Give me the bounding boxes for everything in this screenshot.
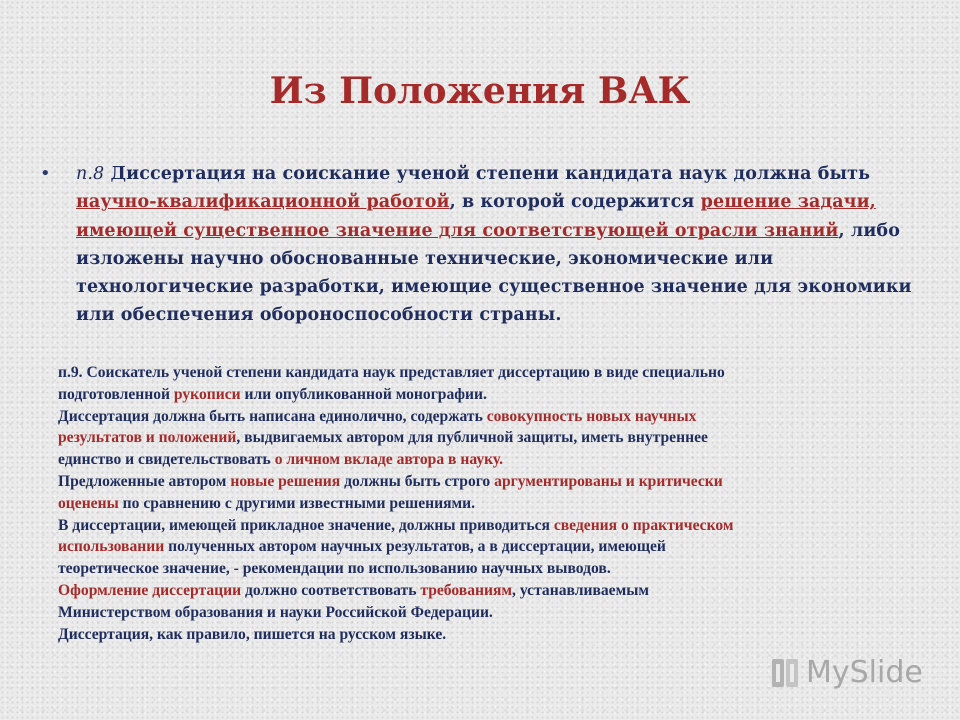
p9-text: должны быть строго [340,472,495,490]
p9-text: или опубликованной монографии. [240,385,487,403]
paragraph-8 [66,160,920,330]
p9-highlight: результатов и положений [58,429,237,447]
p9-text: , устанавливаемым [512,581,650,599]
paragraph-8-block [40,160,920,330]
slide-title: Из Положения ВАК [269,70,691,112]
p9-highlight: аргументированы и критически [494,472,723,490]
p9-highlight: требованиям [420,581,513,599]
p9-line [58,493,938,515]
p9-highlight: новые решения [230,472,341,490]
p9-text: Министерством образования и науки Российской Федерации. [58,603,493,621]
p9-highlight: использовании [58,538,165,556]
p9-highlight: оценены [58,494,119,512]
p9-line [58,362,938,384]
p9-text: Диссертация должна быть написана единолично, содержать [58,407,487,425]
p9-line [58,384,938,406]
p9-highlight: Оформление диссертации [58,581,242,599]
p9-line [58,427,938,449]
p9-text: подготовленной [58,385,174,403]
paragraph-9 [58,362,938,645]
p8-text-3: , либо изложены научно обоснованные технические, экономические или технологические разработки, имеющие существенное значение для экономики или обеспечения обороноспособности страны. [76,220,912,326]
p9-highlight: совокупность новых научных [486,407,697,425]
p9-text: Диссертация, как правило, пишется на русском языке. [58,625,447,643]
p9-line [58,471,938,493]
p9-line [58,536,938,558]
p9-line [58,515,938,537]
p9-text: В диссертации, имеющей прикладное значение, должны приводиться [58,516,554,534]
p9-line [58,558,938,580]
p9-text: по сравнению с другими известными решениями. [118,494,476,512]
p9-line [58,406,938,428]
p9-text: , выдвигаемых автором для публичной защиты, иметь внутреннее [236,429,708,447]
p8-highlight-2: решение задачи, имеющей существенное значение для соответствующей отрасли знаний [76,192,876,241]
p8-text-1: Диссертация на соискание ученой степени кандидата наук должна быть [104,164,871,184]
p9-highlight: рукописи [173,385,241,403]
myslide-watermark [770,655,923,690]
p9-highlight: о личном вкладе автора в науку. [274,451,504,469]
bullet-marker: • [40,163,51,184]
p9-text: п.9. Соискатель ученой степени кандидата наук представляет диссертацию в виде специально [58,364,725,381]
watermark-text: MySlide [806,655,923,690]
p9-text: полученных автором научных результатов, а в диссертации, имеющей [164,538,666,556]
p9-line [58,624,938,646]
myslide-logo-icon [770,656,800,690]
p9-text: Предложенные автором [58,472,231,490]
p8-text-2: , в которой содержится [449,192,701,213]
p9-line [58,449,938,471]
p9-highlight: сведения о практическом [553,516,734,534]
p9-text: должно соответствовать [241,581,421,599]
p9-line [58,580,938,602]
p9-text: единство и свидетельствовать [58,451,275,469]
clause-number: п.8 [76,164,105,184]
p9-text: теоретическое значение, - рекомендации по использованию научных выводов. [58,560,611,578]
p9-line [58,602,938,624]
p8-highlight-1: научно-квалификационной работой [76,192,450,213]
